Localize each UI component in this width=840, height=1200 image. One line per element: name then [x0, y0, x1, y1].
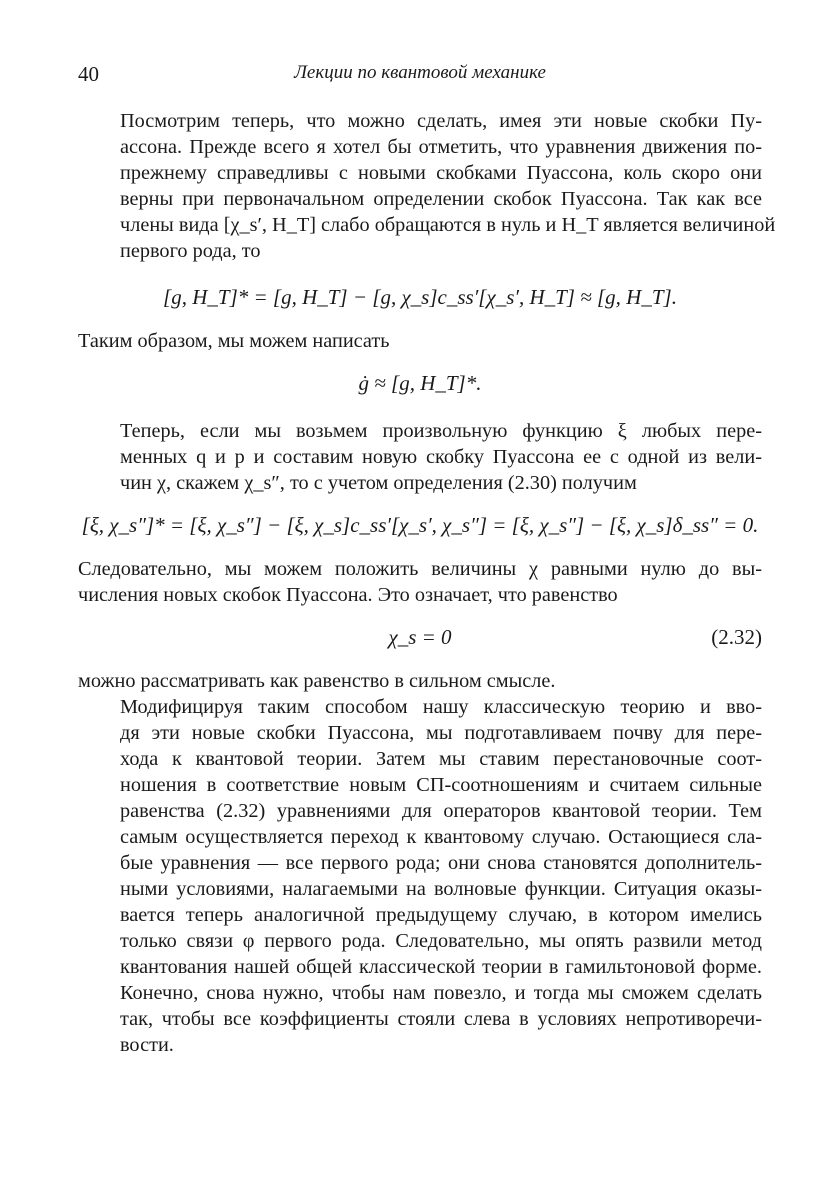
equation-formula: [g, H_T]* = [g, H_T] − [g, χ_s]c_ss′[χ_s′, H_T] ≈ [g, H_T].	[163, 285, 677, 309]
text-line: числения новых скобок Пуассона. Это означает, что равенство	[78, 584, 618, 606]
text-line: дя эти новые скобки Пуассона, мы подготавливаем почву для пере-	[120, 722, 762, 744]
text-line: Теперь, если мы возьмем произвольную функцию ξ любых пере-	[120, 420, 762, 442]
text-line: Модифицируя таким способом нашу классическую теорию и вво-	[120, 696, 762, 718]
text-line: вается теперь аналогичной предыдущему случаю, в котором имелись	[120, 904, 762, 926]
equation-number: (2.32)	[711, 625, 762, 649]
text-line: равенства (2.32) уравнениями для операторов квантовой теории. Тем	[120, 800, 762, 822]
equation-3	[78, 496, 762, 556]
text-line: Конечно, снова нужно, чтобы нам повезло, и тогда мы сможем сделать	[120, 982, 762, 1004]
equation-formula: χ_s = 0	[388, 625, 452, 649]
text-line: можно рассматривать как равенство в сильном смысле.	[78, 670, 556, 692]
equation-formula: ġ ≈ [g, H_T]*.	[358, 371, 482, 395]
text-line: так, чтобы все коэффициенты стояли слева в условиях непротиворечи-	[120, 1008, 762, 1030]
page-body	[78, 108, 776, 1058]
text-line: бые уравнения — все первого рода; они снова становятся дополнитель-	[120, 852, 762, 874]
page-header	[78, 62, 762, 92]
text-line: ассона. Прежде всего я хотел бы отметить, что уравнения движения по-	[120, 136, 762, 158]
paragraph-1	[78, 108, 776, 264]
paragraph-5	[78, 668, 762, 694]
text-line: только связи φ первого рода. Следовательно, мы опять развили метод	[120, 930, 762, 952]
text-line: менных q и p и составим новую скобку Пуассона ее с одной из вели-	[120, 446, 762, 468]
equation-2	[78, 354, 762, 414]
text-line: Следовательно, мы можем положить величины χ равными нулю до вы-	[78, 558, 762, 580]
text-line: Таким образом, мы можем написать	[78, 330, 390, 352]
equation-1	[78, 268, 762, 328]
text-line: первого рода, то	[120, 240, 261, 262]
text-line: самым осуществляется переход к квантовому случаю. Остающиеся сла-	[120, 826, 762, 848]
text-line: чин χ, скажем χ_s″, то с учетом определения (2.30) получим	[120, 472, 637, 494]
equation-4	[78, 608, 762, 668]
paragraph-2	[78, 328, 762, 354]
paragraph-6	[78, 694, 762, 1058]
text-line: члены вида [χ_s′, H_T] слабо обращаются в нуль и H_T является величиной	[120, 214, 776, 236]
equation-formula: [ξ, χ_s″]* = [ξ, χ_s″] − [ξ, χ_s]c_ss′[χ_s′, χ_s″] = [ξ, χ_s″] − [ξ, χ_s]δ_ss″ = 0.	[81, 513, 759, 537]
text-line: верны при первоначальном определении скобок Пуассона. Так как все	[120, 188, 762, 210]
text-line: прежнему справедливы с новыми скобками Пуассона, коль скоро они	[120, 162, 762, 184]
paragraph-4	[78, 556, 762, 608]
text-line: квантования нашей общей классической теории в гамильтоновой форме.	[120, 956, 762, 978]
text-line: ношения в соответствие новым СП-соотношениям и считаем сильные	[120, 774, 762, 796]
page-number: 40	[78, 62, 99, 86]
text-line: хода к квантовой теории. Затем мы ставим перестановочные соот-	[120, 748, 762, 770]
running-title: Лекции по квантовой механике	[294, 62, 546, 83]
paragraph-3	[78, 418, 762, 496]
text-line: вости.	[120, 1034, 174, 1056]
text-line: ными условиями, налагаемыми на волновые функции. Ситуация оказы-	[120, 878, 762, 900]
text-line: Посмотрим теперь, что можно сделать, имея эти новые скобки Пу-	[120, 110, 762, 132]
